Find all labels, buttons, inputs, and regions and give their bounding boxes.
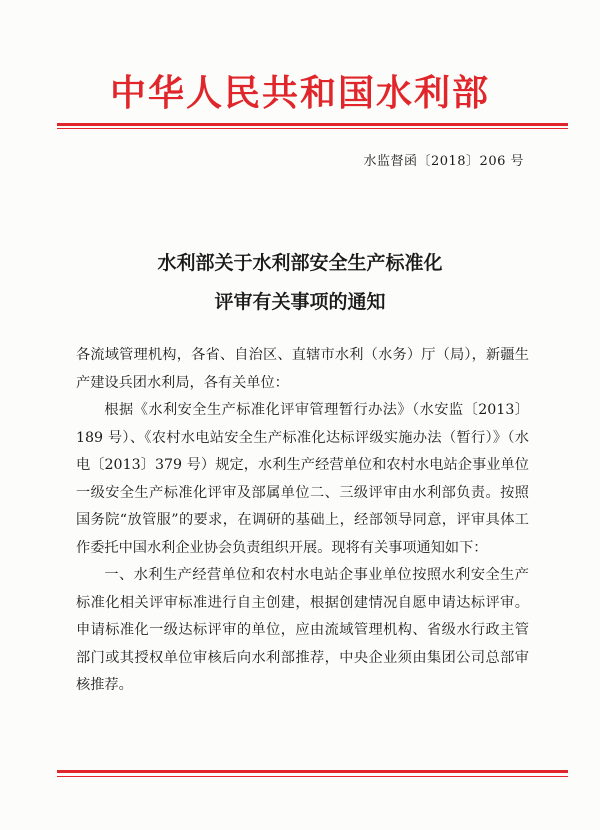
document-title <box>0 244 600 322</box>
footer-divider-thick <box>57 770 568 773</box>
document-number: 水监督函〔2018〕206 号 <box>363 154 524 169</box>
header-divider-thick <box>57 123 568 126</box>
title-line-1: 水利部关于水利部安全生产标准化 <box>157 252 443 274</box>
salutation: 各流域管理机构，各省、自治区、直辖市水利（水务）厅（局），新疆生产建设兵团水利局，各有关单位： <box>76 347 529 391</box>
issuing-authority-header: 中华人民共和国水利部 <box>109 73 490 114</box>
title-line-2: 评审有关事项的通知 <box>214 291 386 313</box>
body-paragraph-2: 一、水利生产经营单位和农村水电站企事业单位按照水利安全生产标准化相关评审标准进行自主创建，根据创建情况自愿申请达标评审。申请标准化一级达标评审的单位，应由流域管理机构、省级水行政主管部门或其授权单位审核后向水利部推荐，中央企业须由集团公司总部审核推荐。 <box>76 567 529 693</box>
header-divider-thin <box>57 128 568 129</box>
body-paragraph-1: 根据《水利安全生产标准化评审管理暂行办法》（水安监〔2013〕189 号）、《农村水电站安全生产标准化达标评级实施办法（暂行）》（水电〔2013〕379 号）规定，水利生产经营单位和农村水电站企事业单位一级安全生产标准化评审及部属单位二、三级评审由水利部负责。按照国务院“放管服”的要求，在调研的基础上，经部领导同意，评审具体工作委托中国水利企业协会负责组织开展。现将有关事项通知如下： <box>76 402 529 556</box>
footer-divider-thin <box>57 776 568 777</box>
document-body <box>76 342 529 700</box>
